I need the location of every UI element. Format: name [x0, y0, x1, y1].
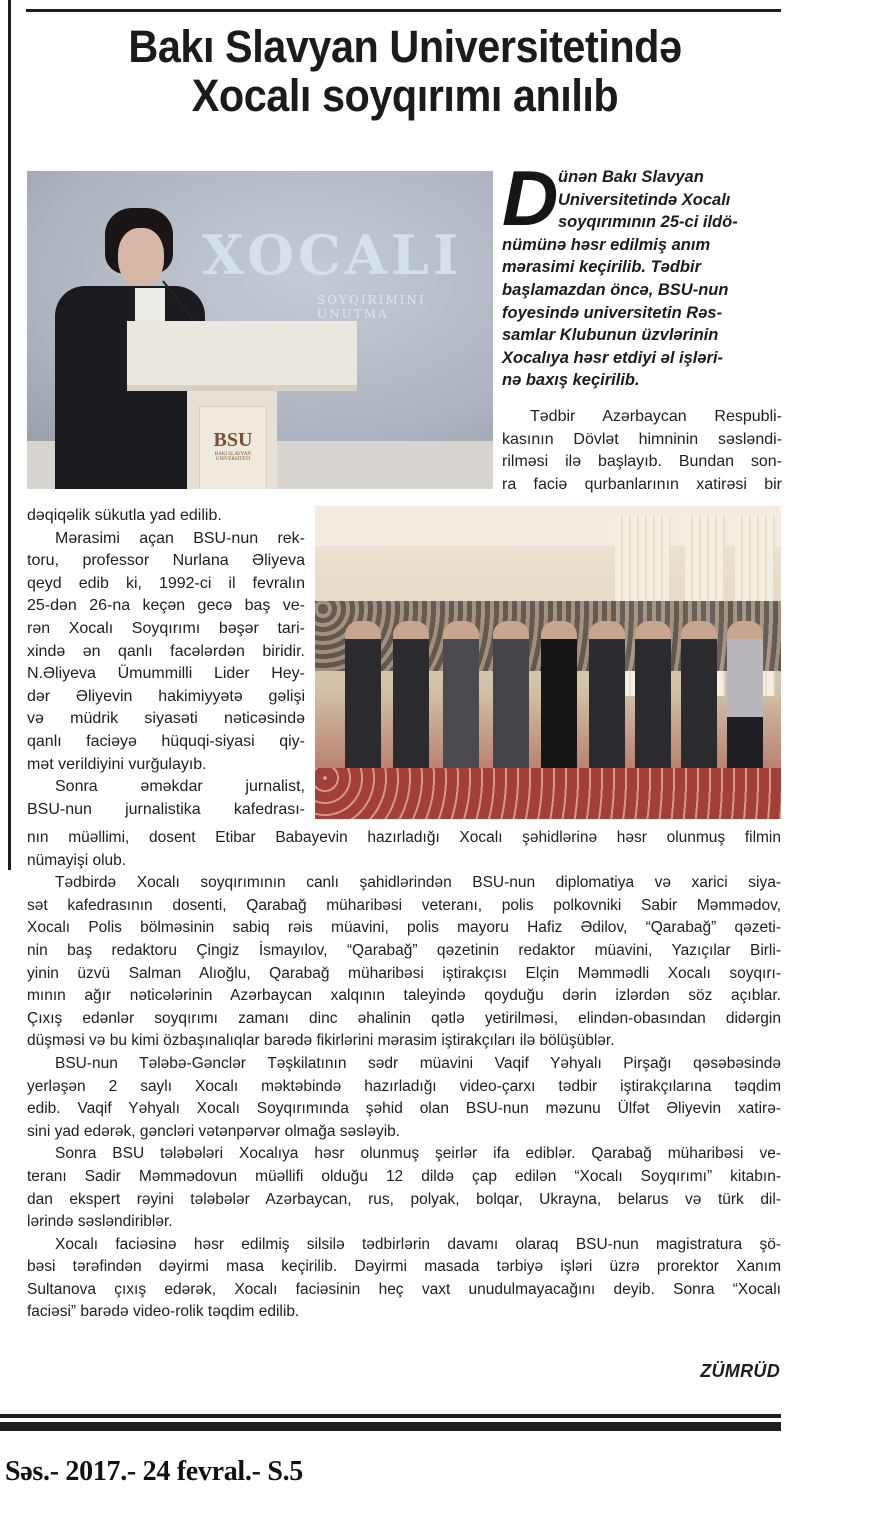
bsu-logo: BSU BAKI SLAVYAN UNIVERSITETI	[199, 406, 267, 489]
headline-line-2: Xocalı soyqırımı anılıb	[191, 70, 619, 121]
footer-rule-thin	[0, 1414, 781, 1418]
lead-paragraph: ünən Bakı Slavyan Universitetində Xocalı soyqırımının 25-ci ildö- nümünə həsr edilmiş anım mərasimi keçirilib. Tədbir başlamazdan öncə, BSU-nun foyesində universitetin Rəs- samlar Klubunun üzvlərinin Xocalıya həsr etdiyi əl işləri- nə baxış keçirilib.	[502, 168, 738, 390]
footer-rule-thick	[0, 1422, 781, 1431]
body-text-left-column: dəqiqəlik sükutla yad edilib. Mərasimi açan BSU-nun rek- toru, professor Nurlana Əliyeva qeyd edib ki, 1992-ci il fevralın 25-dən 26-na keçən gecə baş ve- rən Xocalı Soyqırımı bəşər tari- xində ən qanlı facələrdən biridir. N.Əliyeva Ümummilli Lider Hey- dər Əliyevin hakimiyyətə gəlişi və müdrik siyasəti nəticəsində qanlı faciəyə hüquqi-siyasi qiy- mət verildiyini vurğulayıb. Sonra əməkdar jurnalist, BSU-nun jurnalistika kafedrası-	[27, 507, 305, 818]
screen-title: XOCALI	[202, 223, 463, 287]
drop-cap: D	[502, 154, 559, 242]
author-byline: ZÜMRÜD	[700, 1361, 780, 1381]
body-text-right-column: Tədbir Azərbaycan Respubli- kasının Dövlət himninin səsləndi- rilməsi ilə başlayıb. Bundan son- ra faciə qurbanlarının xatirəsi bir	[502, 408, 782, 493]
body-text-full-width: nın müəllimi, dosent Etibar Babayevin hazırladığı Xocalı şəhidlərinə həsr olunmuş filmin nümayişi olub. Tədbirdə Xocalı soyqırımının canlı şahidlərindən BSU-nun diplomatiya və xarici siya- sət kafedrasının dosenti, Qarabağ müharibəsi veteranı, polis polkovniki Sabir Məmmədov, Xocalı Polis bölməsinin sabiq rəis müavini, polis mayoru Hafiz Ədilov, “Qarabağ” qəzeti- nin baş redaktoru Çingiz İsmayılov, “Qarabağ” qəzetinin redaktor müavini, Yazıçılar Birli- yinin üzvü Salman Alıoğlu, Qarabağ müharibəsi iştirakçısı Elçin Məmmədli Xocalı soyqırı- mının ağır nəticələrinin Azərbaycan xalqının taleyində qoyduğu dərin izlərdən söz açıblar. Çıxış edənlər soyqırımı zamanı dinc əhalinin qətlə yetirilməsi, elindən-obasından didərgin düşməsi və bu kimi özbaşınalıqlar barədə fikirlərini mərasim iştirakçıları ilə bölüşüblər. BSU-nun Tələbə-Gənclər Təşkilatının sədr müavini Vaqif Yəhyalı Pirşağı qəsəbəsində yerləşən 2 saylı Xocalı məktəbində hazırladığı video-çarxı tədbir iştirakçılarına təqdim edib. Vaqif Yəhyalı Xocalı Soyqırımında şəhid olan BSU-nun məzunu Ülfət Əliyevin xatirə- sini yad edərək, gəncləri vətənpərvər olmağa səsləyib. Sonra BSU tələbələri Xocalıya həsr olunmuş şeirlər ifa ediblər. Qarabağ müharibəsi ve- teranı Sadir Məmmədovun müəllifi olduğu 12 dildə çap edilən “Xocalı Soyqırımı” kitabın- dan ekspert rəyini tələbələr Azərbaycan, rus, polyak, bolqar, Ukrayna, belarus və türk dil- lərində səsləndiriblər. Xocalı faciəsinə həsr edilmiş silsilə tədbirlərin davamı olaraq BSU-nun magistratura şö- bəsi tərəfindən dəyirmi masa keçirilib. Dəyirmi masada tərbiyə işləri üzrə prorektor Xanım Sultanova çıxış edərək, Xocalı faciəsinin heç vaxt unudulmayacağını deyib. Sonra “Xocalı faciəsi” barədə video-rolik təqdim edilib.	[27, 829, 781, 1321]
headline-line-1: Bakı Slavyan Universitetində	[128, 21, 682, 72]
article-headline	[51, 22, 759, 120]
top-rule	[26, 9, 781, 12]
audience-photo	[315, 506, 781, 819]
speaker-photo	[27, 171, 493, 489]
source-citation: Səs.- 2017.- 24 fevral.- S.5	[5, 1456, 304, 1487]
front-row-officials	[345, 621, 765, 781]
screen-subtitle: SOYQIRIMINI UNUTMA	[317, 293, 426, 321]
podium	[127, 321, 357, 489]
left-column-rule	[8, 0, 11, 870]
